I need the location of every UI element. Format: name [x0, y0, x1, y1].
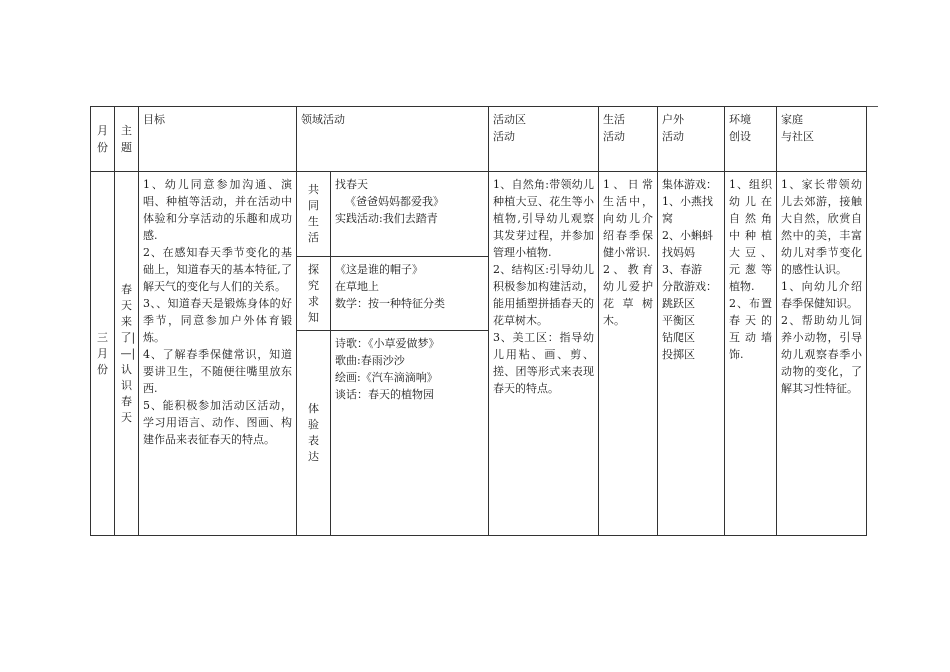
- family-cell: [777, 172, 867, 536]
- header-env: 环境 创设: [725, 107, 777, 172]
- month-cell: [91, 172, 115, 536]
- env-cell: [725, 172, 777, 536]
- domain-item: 在草地上: [335, 280, 379, 294]
- outdoor-item: 3、春游: [662, 263, 702, 276]
- domain-items-express: [331, 330, 489, 535]
- domain-items-life: [331, 172, 489, 257]
- outdoor-item: 投掷区: [662, 348, 695, 361]
- domain-item: 《这是谁的帽子》: [335, 263, 423, 277]
- domain-item: 谈话：春天的植物园: [335, 387, 434, 401]
- life-item: 1、日常生活中，向幼儿介绍春季保健小常识.: [603, 178, 653, 259]
- domain-label-express: 体验表达: [297, 330, 331, 535]
- outdoor-item: 1、小燕找窝: [662, 195, 713, 225]
- header-theme: [115, 107, 139, 172]
- life-item: 2、教育幼儿爱护花草树木。: [603, 263, 653, 327]
- outdoor-item: 平衡区: [662, 314, 695, 327]
- header-outdoor: 户外 活动: [658, 107, 725, 172]
- outdoor-item: 钻爬区: [662, 331, 695, 344]
- outdoor-item: 集体游戏：: [662, 178, 717, 191]
- header-life: 生活 活动: [599, 107, 658, 172]
- env-item: 2、布置春天的互动墙饰.: [729, 297, 772, 361]
- header-month: [91, 107, 115, 172]
- domain-item: 找春天: [335, 178, 368, 191]
- domain-item: 数学：按一种特征分类: [335, 297, 445, 311]
- life-cell: [599, 172, 658, 536]
- header-month-line: 份: [97, 141, 108, 154]
- outdoor-cell: [658, 172, 725, 536]
- domain-item: 诗歌：《小草爱做梦》: [335, 336, 440, 350]
- header-theme-line: 题: [121, 141, 132, 154]
- goal-item: 4、了解春季保健常识，知道要讲卫生，不随便往嘴里放东西.: [143, 348, 292, 395]
- family-item: 1、向幼儿介绍春季保健知识。: [781, 280, 862, 310]
- month-value: 三月份: [97, 330, 108, 376]
- theme-cell: [115, 172, 139, 536]
- area-item: 2、结构区:引导幼儿积极参加构建活动，能用插塑拼插春天的花草树木。: [493, 263, 594, 327]
- activity-plan-table: [90, 106, 867, 536]
- goal-item: 2、在感知春天季节变化的基础上，知道春天的基本特征,了解天气的变化与人们的关系。: [143, 246, 292, 293]
- area-item: 1、自然角:带领幼儿种植大豆、花生等小植物,引导幼儿观察其发芽过程，并参加管理小植物.: [493, 178, 594, 259]
- env-item: 1、组织幼儿在自然角中种植大豆、元葱等植物.: [729, 178, 772, 293]
- goal-item: 3、、知道春天是锻炼身体的好季节，同意参加户外体育锻炼。: [143, 297, 292, 344]
- area-item: 3、美工区：指导幼儿用粘、画、剪、搓、团等形式来表现春天的特点。: [493, 331, 594, 395]
- domain-items-explore: [331, 257, 489, 330]
- header-theme-line: 主: [121, 124, 132, 137]
- domain-item: 绘画:《汽车滴滴响》: [335, 370, 438, 384]
- outdoor-item: 分散游戏：: [662, 280, 717, 293]
- goals-cell: [139, 172, 297, 536]
- area-cell: [489, 172, 599, 536]
- outdoor-item: 跳跃区: [662, 297, 695, 310]
- header-domain: 领域活动: [297, 107, 489, 172]
- domain-item: 歌曲:春雨沙沙: [335, 353, 405, 367]
- header-goals: 目标: [139, 107, 297, 172]
- header-row: [91, 107, 867, 172]
- outdoor-item: 2、小蝌蚪找妈妈: [662, 229, 713, 259]
- plan-row: [91, 172, 867, 257]
- domain-label-explore: 探究求知: [297, 257, 331, 330]
- goal-item: 1、幼儿同意参加沟通、演唱、种植等活动，并在活动中体验和分享活动的乐趣和成功感.: [143, 178, 292, 242]
- domain-item: 实践活动:我们去踏青: [335, 212, 438, 225]
- family-item: 2、帮助幼儿饲养小动物，引导幼儿观察春季小动物的变化，了解其习性特征。: [781, 314, 862, 395]
- header-family: 家庭 与社区: [777, 107, 867, 172]
- header-area: 活动区 活动: [489, 107, 599, 172]
- theme-value: 春天来了|—|认识春天: [120, 282, 136, 424]
- domain-label-life: 共同生活: [297, 172, 331, 257]
- header-month-line: 月: [97, 124, 108, 137]
- domain-item: 《爸爸妈妈都爱我》: [345, 195, 444, 208]
- goal-item: 5、能积极参加活动区活动，学习用语言、动作、图画、构建作品来表征春天的特点。: [143, 399, 292, 446]
- family-item: 1、家长带领幼儿去郊游，接触大自然，欣赏自然中的美，丰富幼儿对季节变化的感性认识。: [781, 178, 862, 276]
